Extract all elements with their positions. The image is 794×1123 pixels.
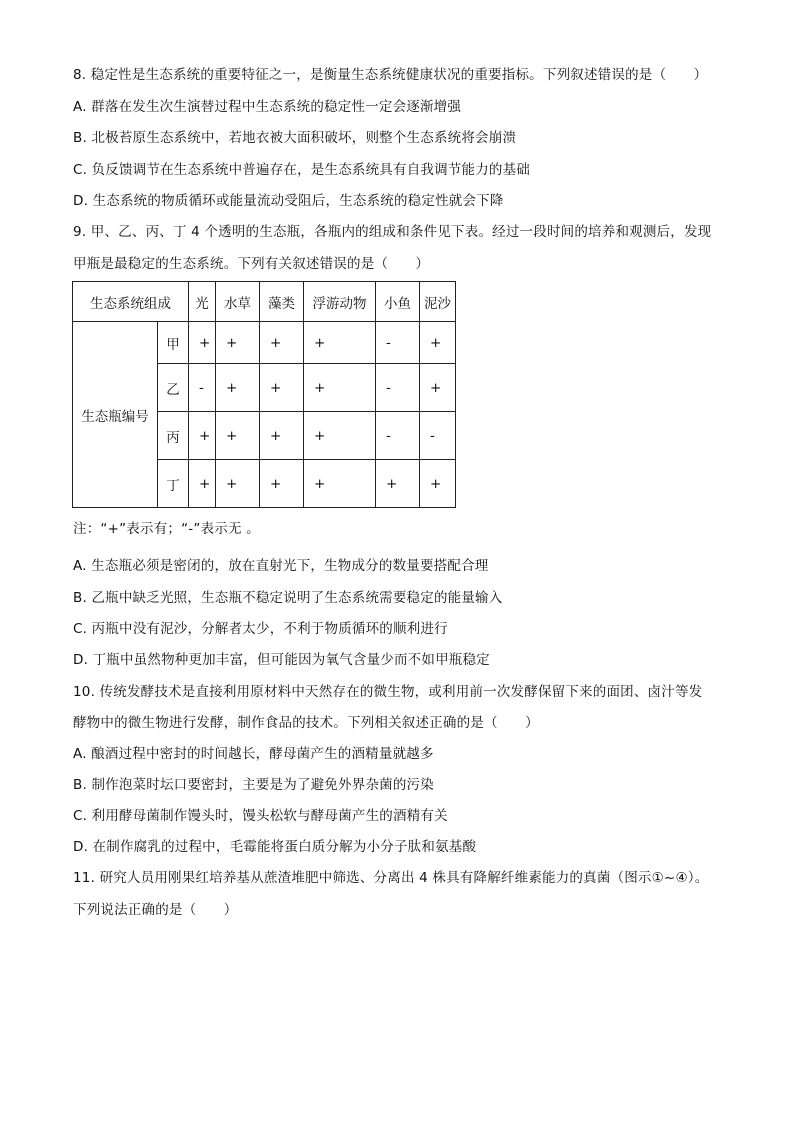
table-cell: + <box>216 322 260 364</box>
table-cell: + <box>420 364 456 412</box>
q10-option-c: C. 利用酵母菌制作馒头时，馒头松软与酵母菌产生的酒精有关 <box>73 808 448 824</box>
row-id-yi: 乙 <box>158 364 189 412</box>
q11-stem-line2: 下列说法正确的是（ ） <box>73 902 238 918</box>
q8-stem: 8. 稳定性是生态系统的重要特征之一，是衡量生态系统健康状况的重要指标。下列叙述错误的是（ ） <box>73 67 708 83</box>
row-group-label: 生态瓶编号 <box>73 322 158 508</box>
table-cell: + <box>420 322 456 364</box>
column-header-waterweed: 水草 <box>216 282 260 322</box>
table-cell: + <box>304 322 376 364</box>
q9-stem-line1: 9. 甲、乙、丙、丁 4 个透明的生态瓶，各瓶内的组成和条件见下表。经过一段时间的培养和观测后，发现 <box>73 224 712 240</box>
table-cell: + <box>260 460 304 508</box>
q10-option-b: B. 制作泡菜时坛口要密封，主要是为了避免外界杂菌的污染 <box>73 777 434 793</box>
table-cell: + <box>420 460 456 508</box>
table-cell: + <box>304 412 376 460</box>
table-cell: - <box>376 322 420 364</box>
table-cell: + <box>189 412 216 460</box>
q9-stem-line2: 甲瓶是最稳定的生态系统。下列有关叙述错误的是（ ） <box>73 256 430 272</box>
q10-option-d: D. 在制作腐乳的过程中，毛霉能将蛋白质分解为小分子肽和氨基酸 <box>73 839 477 855</box>
q9-option-b: B. 乙瓶中缺乏光照，生态瓶不稳定说明了生态系统需要稳定的能量输入 <box>73 590 503 606</box>
column-header-light: 光 <box>189 282 216 322</box>
row-id-jia: 甲 <box>158 322 189 364</box>
table-cell: + <box>260 364 304 412</box>
table-cell: - <box>376 412 420 460</box>
q8-option-b: B. 北极苔原生态系统中，若地衣被大面积破坏，则整个生态系统将会崩溃 <box>73 130 517 146</box>
row-id-bing: 丙 <box>158 412 189 460</box>
q9-option-a: A. 生态瓶必须是密闭的，放在直射光下，生物成分的数量要搭配合理 <box>73 558 489 574</box>
column-header-small-fish: 小鱼 <box>376 282 420 322</box>
table-cell: + <box>216 364 260 412</box>
table-cell: + <box>216 460 260 508</box>
table-cell: + <box>304 460 376 508</box>
table-cell: - <box>376 364 420 412</box>
table-cell: - <box>420 412 456 460</box>
table-cell: + <box>260 412 304 460</box>
ecosystem-table <box>72 281 456 508</box>
column-header-silt: 泥沙 <box>420 282 456 322</box>
table-cell: + <box>216 412 260 460</box>
row-id-ding: 丁 <box>158 460 189 508</box>
table-cell: + <box>189 460 216 508</box>
table-cell: + <box>304 364 376 412</box>
q11-stem-line1: 11. 研究人员用刚果红培养基从蔗渣堆肥中筛选、分离出 4 株具有降解纤维素能力的真菌（图示①~④）。 <box>73 870 709 886</box>
q9-option-d: D. 丁瓶中虽然物种更加丰富，但可能因为氧气含量少而不如甲瓶稳定 <box>73 652 490 668</box>
table-cell: - <box>189 364 216 412</box>
table-header-label: 生态系统组成 <box>73 282 189 322</box>
column-header-algae: 藻类 <box>260 282 304 322</box>
table-cell: + <box>189 322 216 364</box>
q8-option-d: D. 生态系统的物质循环或能量流动受阻后，生态系统的稳定性就会下降 <box>73 193 504 209</box>
q10-stem-line2: 酵物中的微生物进行发酵，制作食品的技术。下列相关叙述正确的是（ ） <box>73 715 539 731</box>
table-row <box>73 322 456 364</box>
column-header-zooplankton: 浮游动物 <box>304 282 376 322</box>
q10-option-a: A. 酿酒过程中密封的时间越长，酵母菌产生的酒精量就越多 <box>73 746 434 762</box>
q10-stem-line1: 10. 传统发酵技术是直接利用原材料中天然存在的微生物，或利用前一次发酵保留下来的面团、卤汁等发 <box>73 684 703 700</box>
q8-option-c: C. 负反馈调节在生态系统中普遍存在，是生态系统具有自我调节能力的基础 <box>73 162 531 178</box>
q9-note: 注：“+”表示有；“-”表示无 。 <box>73 521 260 537</box>
q9-option-c: C. 丙瓶中没有泥沙，分解者太少，不利于物质循环的顺利进行 <box>73 621 448 637</box>
table-header-row <box>73 282 456 322</box>
table-cell: + <box>376 460 420 508</box>
q8-option-a: A. 群落在发生次生演替过程中生态系统的稳定性一定会逐渐增强 <box>73 99 462 115</box>
table-cell: + <box>260 322 304 364</box>
